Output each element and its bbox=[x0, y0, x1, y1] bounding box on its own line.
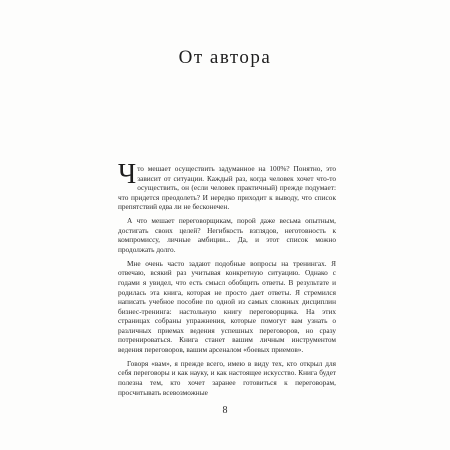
chapter-title: От автора bbox=[178, 47, 272, 68]
body-text bbox=[118, 159, 336, 401]
paragraph: Говоря «вам», я прежде всего, имею в виду тех, кто открыл для себя переговоры и как науку, и как настоящее искусство. Книга будет полезна тем, кто хочет заранее готовиться к переговорам, просчитывать всевозможные bbox=[118, 358, 336, 397]
paragraph: Что мешает осуществить задуманное на 100%? Понятно, это зависит от ситуации. Каждый раз, когда человек хочет что-то осуществить, он (если человек практичный) прежде подумает: что придется преодолеть? И нередко приходит к выводу, что список препятствий едва ли не бесконечен. bbox=[118, 159, 336, 212]
paragraph: А что мешает переговорщикам, порой даже весьма опытным, достигать своих целей? Негибкость взглядов, неготовность к компромиссу, личные амбиции... Да, и этот список можно продолжать долго. bbox=[118, 216, 336, 254]
paragraph: Мне очень часто задают подобные вопросы на тренингах. Я отвечаю, всякий раз учитывая конкретную ситуацию. Однако с годами я увидел, что есть смысл обобщить ответы. В результате и родилась эта книга, которая не просто дает ответы. Я стремился написать учебное пособие по одной из самых сложных дисциплин бизнес-тренинга: настольную книгу переговорщика. На этих страницах собраны упражнения, которые помогут вам узнать о различных приемах ведения успешных переговоров, но сразу потренироваться. Книга станет вашим личным инструментом ведения переговоров, вашим арсеналом «боевых приемов». bbox=[118, 258, 336, 355]
page-number: 8 bbox=[222, 405, 228, 416]
